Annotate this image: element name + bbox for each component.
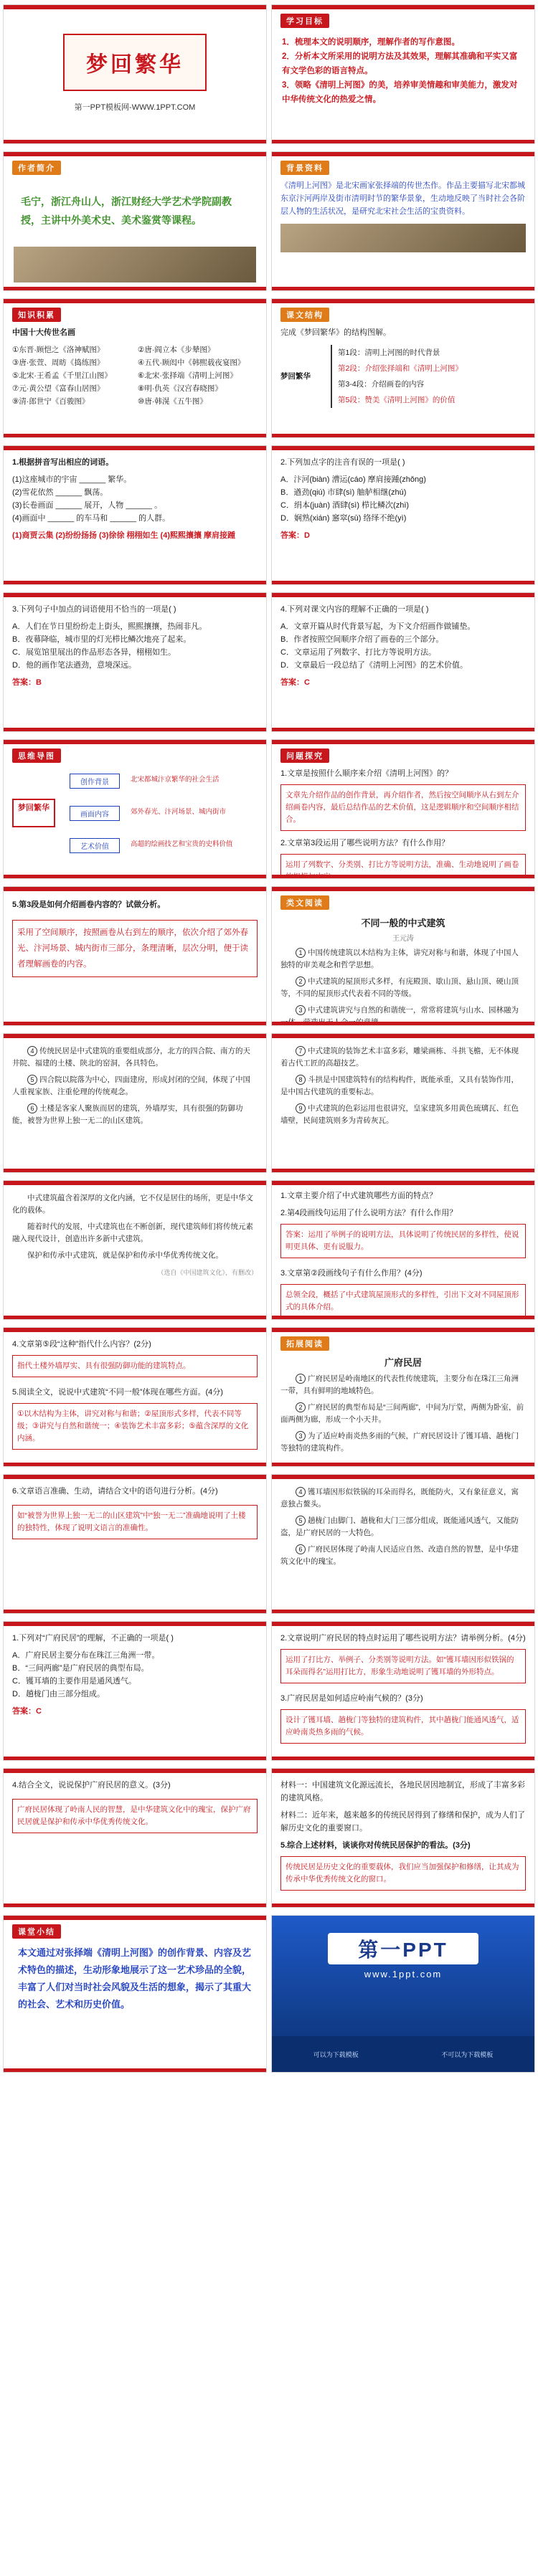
slide-top-bar: [272, 887, 534, 891]
structure-heading: 完成《梦回繁华》的结构图解。: [280, 328, 391, 337]
structure-branch: 第3-4段：介绍画卷的内容: [338, 380, 425, 389]
paragraph: 3 为了适应岭南炎热多雨的气候，广府民居设计了镬耳墙、趟栊门等独特的建筑构件。: [280, 1432, 519, 1453]
list-item: ②唐·阎立本《步辇图》: [138, 346, 215, 354]
slide-extended-1: [271, 1327, 535, 1467]
row-14: [0, 1911, 538, 2076]
slide-summary: [3, 1915, 267, 2073]
question-line: (1)这座城市的宇宙 ______ 繁华。: [12, 475, 132, 484]
slide-top-bar: [4, 1622, 266, 1626]
section-tag: 课堂小结: [12, 1924, 61, 1939]
row-1: [0, 0, 538, 147]
question: 2.文章第3段运用了哪些说明方法？有什么作用？: [280, 839, 450, 847]
slide-exercise-2: [271, 445, 535, 585]
goal-item: 3．领略《清明上河图》的美，培养审美情趣和审美能力，激发对中华传统文化的热爱之情。: [282, 81, 518, 104]
answer-box: 如“被誉为世界上独一无二的山区建筑”中“独一无二”准确地说明了土楼的独特性，体现了说明文语言的准确性。: [12, 1505, 258, 1539]
goal-list: [272, 28, 534, 114]
paragraph: 6 土楼是客家人聚族而居的建筑，外墙厚实，具有很强的防御功能，被誉为世界上独一无二的山区建筑。: [12, 1104, 243, 1125]
section-tag: 知识积累: [12, 308, 61, 322]
slide-extended-qa-4: [271, 1768, 535, 1908]
paragraph: 7 中式建筑的装饰艺术丰富多彩，雕梁画栋、斗拱飞檐，无不体现着古代工匠的高超技艺。: [280, 1047, 519, 1068]
slide-reading-4: [3, 1180, 267, 1320]
slide-bottom-bar: [272, 1316, 534, 1319]
slide-reading-qa-1: [271, 1180, 535, 1320]
para-number-icon: 3: [296, 1005, 306, 1015]
section-tag: 课文结构: [280, 308, 329, 322]
slide-top-bar: [272, 152, 534, 156]
essay-author: 王元涛: [392, 935, 414, 943]
paragraph: 保护和传承中式建筑，就是保护和传承中华优秀传统文化。: [27, 1251, 223, 1260]
slide-top-bar: [272, 740, 534, 744]
slide-exercise-3: [3, 592, 267, 732]
section-tag: 背景资料: [280, 161, 329, 175]
slide-bottom-bar: [4, 1904, 266, 1907]
slide-top-bar: [4, 887, 266, 891]
slide-bottom-bar: [4, 1463, 266, 1466]
row-12: [0, 1617, 538, 1764]
slide-exercise-1: [3, 445, 267, 585]
option: B．“三间两廊”是广府民居的典型布局。: [12, 1664, 149, 1673]
mindmap-center: 梦回繁华: [12, 799, 55, 827]
question: 1.文章是按照什么顺序来介绍《清明上河图》的？: [280, 769, 453, 778]
answer-text: 答案：C: [280, 678, 310, 687]
list-item: ⑤北宋·王希孟《千里江山图》: [12, 371, 112, 380]
question: 3.广府民居是如何适应岭南气候的？(3分): [280, 1694, 423, 1703]
option: A．文章开篇从时代背景写起，为下文介绍画作做铺垫。: [280, 622, 476, 631]
slide-bottom-bar: [4, 1316, 266, 1319]
slide-bottom-bar: [272, 140, 534, 143]
slide-bottom-bar: [272, 1022, 534, 1025]
para-number-icon: 5: [27, 1075, 37, 1085]
structure-root: 梦回繁华: [280, 372, 311, 381]
footer-note: 可以为下载模板: [313, 2050, 359, 2058]
author-intro: 毛宁，浙江舟山人，浙江财经大学艺术学院副教授，主讲中外美术史、美术鉴赏等课程。: [21, 196, 232, 226]
slide-bottom-bar: [4, 581, 266, 584]
slide-bottom-bar: [4, 287, 266, 290]
slide-bottom-bar: [272, 581, 534, 584]
slide-author: [3, 151, 267, 291]
list-item: ⑦元·黄公望《富春山居图》: [12, 384, 105, 393]
question-line: (4)画面中 ______ 的车马和 ______ 的人群。: [12, 514, 171, 523]
paragraph: 8 斗拱是中国建筑特有的结构构件，既能承重，又具有装饰作用，是中国古代建筑的重要标志。: [280, 1075, 519, 1096]
slide-background: [271, 151, 535, 291]
para-number-icon: 6: [27, 1103, 37, 1113]
slide-bottom-bar: [272, 875, 534, 878]
row-4: [0, 441, 538, 588]
slide-top-bar: [4, 1769, 266, 1773]
section-tag: 思维导图: [12, 748, 61, 763]
option: D．他的画作笔法遒劲，意境深远。: [12, 661, 136, 670]
question: 6.文章语言准确、生动，请结合文中的语句进行分析。(4分): [12, 1487, 218, 1496]
slide-bottom-bar: [272, 1463, 534, 1466]
slide-bottom-bar: [4, 1169, 266, 1172]
list-item: ⑨清·郎世宁《百骏图》: [12, 397, 90, 406]
mindmap-node: 创作背景: [70, 774, 120, 789]
answer-box: 广府民居体现了岭南人民的智慧，是中华建筑文化中的瑰宝，保护广府民居就是保护和传承中华优秀传统文化。: [12, 1799, 258, 1833]
slide-extended-qa-2: [271, 1621, 535, 1761]
para-number-icon: 6: [296, 1544, 306, 1554]
slide-top-bar: [272, 299, 534, 303]
row-8: [0, 1029, 538, 1176]
answer-text: 答案：B: [12, 678, 42, 687]
row-3: [0, 294, 538, 441]
paragraph: 1 广府民居是岭南地区的代表性传统建筑，主要分布在珠江三角洲一带，具有鲜明的地域特色。: [280, 1374, 519, 1395]
paragraph: 4 镬耳墙因形似铁锅的耳朵而得名，既能防火，又有象征意义，寓意独占鳌头。: [280, 1488, 519, 1508]
brand-footer: [272, 2036, 534, 2072]
question-line: (2)雪花依然 ______ 飘荡。: [12, 488, 108, 497]
answer-text: 答案：C: [12, 1707, 42, 1716]
option-list: [4, 616, 266, 672]
slide-top-bar: [4, 593, 266, 597]
option: D．娴熟(xián) 窸窣(sū) 络绎不绝(yì): [280, 514, 407, 523]
material-text: 材料二：近年来，越来越多的传统民居得到了修缮和保护，成为人们了解历史文化的重要窗口。: [280, 1811, 525, 1833]
answer-box: 总领全段，概括了中式建筑屋顶形式的多样性，引出下文对不同屋顶形式的具体介绍。: [280, 1284, 526, 1318]
answer-box: 运用了列数字、分类别、打比方等说明方法，准确、生动地说明了画卷: [280, 854, 526, 879]
paragraph: 6 广府民居体现了岭南人民适应自然、改造自然的智慧，是中华建筑文化中的瑰宝。: [280, 1545, 519, 1566]
question: 1.文章主要介绍了中式建筑哪些方面的特点？: [280, 1192, 438, 1200]
slide-cover: [3, 4, 267, 144]
slide-extended-2: [271, 1474, 535, 1614]
slide-reading-3: [271, 1033, 535, 1173]
list-item: ①东晋·顾恺之《洛神赋图》: [12, 346, 105, 354]
slide-top-bar: [4, 1328, 266, 1332]
slide-bottom-bar: [272, 1757, 534, 1760]
answer-box: 运用了打比方、举例子、分类别等说明方法。如“镬耳墙因形似铁锅的耳朵而得名”运用打比方，形象生动地说明了镬耳墙的外形特点。: [280, 1649, 526, 1683]
essay-title: 不同一般的中式建筑: [361, 918, 445, 928]
option: B．遒劲(qiú) 市肆(sì) 舳舻相继(zhú): [280, 488, 407, 497]
landscape-image: [14, 247, 256, 282]
slide-top-bar: [4, 1475, 266, 1479]
section-tag: 作者简介: [12, 161, 61, 175]
goal-item: 2．分析本文所采用的说明方法及其效果，理解其准确和平实又富有文学色彩的语言特点。: [282, 52, 518, 75]
option: A．人们在节日里纷纷走上街头，熙熙攘攘，热闹非凡。: [12, 622, 207, 631]
question: 2.第4段画线句运用了什么说明方法？有什么作用？: [280, 1209, 458, 1217]
option: C．镬耳墙的主要作用是通风透气。: [12, 1677, 136, 1686]
goal-item: 1．梳理本文的说明顺序，理解作者的写作意图。: [282, 38, 460, 47]
option: C．展览馆里展出的作品形态各异，栩栩如生。: [12, 648, 176, 657]
list-item: ⑥北宋·张择端《清明上河图》: [138, 371, 237, 380]
para-number-icon: 9: [296, 1103, 306, 1113]
slide-inquiry: [271, 739, 535, 879]
slide-top-bar: [272, 593, 534, 597]
row-7: [0, 882, 538, 1029]
option-list: [272, 616, 534, 672]
paragraph: 9 中式建筑的色彩运用也很讲究，皇家建筑多用黄色琉璃瓦、红色墙壁，民间建筑则多为青砖灰瓦。: [280, 1104, 519, 1125]
para-number-icon: 7: [296, 1046, 306, 1056]
essay-title: 广府民居: [384, 1357, 422, 1368]
para-number-icon: 4: [27, 1046, 37, 1056]
question: 4.文章第⑤段“这种”指代什么内容？(2分): [12, 1340, 151, 1349]
slide-bottom-bar: [4, 875, 266, 878]
para-number-icon: 2: [296, 1402, 306, 1412]
slide-top-bar: [272, 1769, 534, 1773]
paragraph: 随着时代的发展，中式建筑也在不断创新，现代建筑师们将传统元素融入现代设计，创造出许多新中式建筑。: [12, 1222, 253, 1243]
slide-reading-qa-3: [3, 1474, 267, 1614]
para-number-icon: 4: [296, 1487, 306, 1497]
section-tag: 问题探究: [280, 748, 329, 763]
brand-url[interactable]: www.1ppt.com: [364, 1969, 443, 1979]
question: 2.文章说明广府民居的特点时运用了哪些说明方法？请举例分析。(4分): [280, 1634, 526, 1643]
slide-bottom-bar: [4, 140, 266, 143]
option: A．汴河(biàn) 漕运(cáo) 摩肩接踵(zhǒng): [280, 475, 426, 484]
option: C．绢本(juàn) 酒肆(sì) 栉比鳞次(zhì): [280, 501, 410, 510]
knowledge-list: [4, 339, 266, 412]
row-2: [0, 147, 538, 294]
slide-top-bar: [272, 1622, 534, 1626]
structure-branches: [331, 345, 463, 408]
paragraph: 3 中式建筑讲究与自然的和谐统一，常常将建筑与山水、园林融为: [272, 1000, 534, 1026]
question: 4.下列对课文内容的理解不正确的一项是( ): [280, 605, 429, 614]
mindmap-node: 艺术价值: [70, 838, 120, 853]
paragraph: 5 趟栊门由脚门、趟栊和大门三部分组成，既能通风透气，又能防盗，是广府民居的一大特色。: [280, 1516, 519, 1537]
mindmap-node: 画面内容: [70, 806, 120, 821]
option: D．趟栊门由三部分组成。: [12, 1690, 105, 1698]
option: C．文章运用了列数字、打比方等说明方法。: [280, 648, 436, 657]
source-note: （选自《中国建筑文化》，有删改）: [157, 1269, 258, 1276]
question: 1.根据拼音写出相应的词语。: [12, 458, 114, 467]
option: B．作者按照空间顺序介绍了画卷的三个部分。: [280, 635, 444, 644]
cover-subtitle: 第一PPT模板网-WWW.1PPT.COM: [74, 103, 196, 112]
para-number-icon: 1: [296, 1374, 306, 1384]
answer-text: (1)商贾云集 (2)纷纷扬扬 (3)徐徐 栩栩如生 (4)熙熙攘攘 摩肩接踵: [12, 531, 236, 540]
slide-top-bar: [272, 1034, 534, 1038]
answer-box: 答案：运用了举例子的说明方法，具体说明了传统民居的多样性，使说明更具体、更有说服力。: [280, 1224, 526, 1258]
brand-logo: [328, 1933, 478, 1964]
row-13: [0, 1764, 538, 1911]
brand-name: 第一PPT: [358, 1939, 448, 1961]
question: 4.结合全文，说说保护广府民居的意义。(3分): [12, 1781, 171, 1790]
slide-bottom-bar: [4, 1610, 266, 1613]
slide-top-bar: [4, 1916, 266, 1920]
slide-extended-qa-1: [3, 1621, 267, 1761]
row-6: [0, 735, 538, 882]
para-number-icon: 3: [296, 1431, 306, 1441]
mindmap-leaf: 高超的绘画技艺和宝贵的史料价值: [131, 840, 233, 848]
slide-bottom-bar: [4, 1022, 266, 1025]
footer-note: 不可以为下载模板: [441, 2050, 494, 2058]
slide-reading-1: [271, 886, 535, 1026]
list-item: ⑩唐·韩滉《五牛图》: [138, 397, 207, 406]
paragraph: 5 四合院以院落为中心，四面建房，形成封闭的空间，体现了中国人重视家族、注重伦理的传统观念。: [12, 1075, 250, 1096]
answer-box: ①以木结构为主体，讲究对称与和谐；②屋顶形式多样，代表不同等级；③讲究与自然和谐统一；④装饰艺术丰富多彩；⑤蕴含深厚的文化内涵。: [12, 1403, 258, 1450]
material-text: 材料一：中国建筑文化源远流长，各地民居因地制宜，形成了丰富多彩的建筑风格。: [280, 1781, 525, 1802]
structure-diagram: [272, 339, 534, 414]
question: 3.文章第②段画线句子有什么作用？(4分): [280, 1269, 423, 1278]
slide-bottom-bar: [272, 434, 534, 437]
structure-branch: 第5段：赞美《清明上河图》的价值: [338, 396, 456, 404]
slide-mindmap: [3, 739, 267, 879]
row-9: [0, 1176, 538, 1323]
slide-goals: [271, 4, 535, 144]
option: B．夜幕降临，城市里的灯光栉比鳞次地亮了起来。: [12, 635, 192, 644]
list-item: ③唐·张萱、周昉《捣练图》: [12, 358, 105, 367]
slide-exercise-4: [271, 592, 535, 732]
slide-top-bar: [4, 299, 266, 303]
slide-bottom-bar: [4, 728, 266, 731]
slide-knowledge: [3, 298, 267, 438]
para-number-icon: 2: [296, 976, 306, 987]
question-line: (3)长卷画面 ______ 展开，人物 ______ 。: [12, 501, 163, 510]
row-11: [0, 1470, 538, 1617]
knowledge-heading: 中国十大传世名画: [12, 328, 75, 337]
slide-bottom-bar: [4, 434, 266, 437]
slide-bottom-bar: [4, 2068, 266, 2072]
answer-box: 文章先介绍作品的创作背景，再介绍作者，然后按空间顺序从右到左介绍画卷内容，最后总结作品的艺术价值，这是逻辑顺序和空间顺序相结合。: [280, 784, 526, 831]
slide-bottom-bar: [272, 728, 534, 731]
paragraph: 4 传统民居是中式建筑的重要组成部分，北方的四合院、南方的天井院、福建的土楼、陕北的窑洞，各具特色。: [12, 1047, 250, 1068]
slide-top-bar: [272, 1328, 534, 1332]
slide-extended-qa-3: [3, 1768, 267, 1908]
question: 1.下列对“广府民居”的理解，不正确的一项是( ): [12, 1634, 174, 1643]
slide-brand: [271, 1915, 535, 2073]
question: 3.下列句子中加点的词语使用不恰当的一项是( ): [12, 605, 176, 614]
answer-box: 传统民居是历史文化的重要载体，我们应当加强保护和修缮，让其成为传承中华优秀传统文化的窗口。: [280, 1856, 526, 1891]
paragraph: 1 中国传统建筑以木结构为主体，讲究对称与和谐，体现了中国人独特的审美观念和哲学思想。: [280, 949, 519, 969]
question-lines: [4, 469, 266, 525]
slide-bottom-bar: [272, 1610, 534, 1613]
question: 5.阅读全文，说说中式建筑“不同一般”体现在哪些方面。(4分): [12, 1388, 223, 1397]
answer-text: 答案：D: [280, 531, 310, 540]
question: 5.综合上述材料，谈谈你对传统民居保护的看法。(3分): [280, 1841, 471, 1850]
slide-top-bar: [4, 152, 266, 156]
slide-structure: [271, 298, 535, 438]
option-list: [272, 469, 534, 525]
slide-top-bar: [4, 5, 266, 9]
section-tag: 学习目标: [280, 14, 329, 28]
option: D．文章最后一段总结了《清明上河图》的艺术价值。: [280, 661, 468, 670]
row-10: [0, 1323, 538, 1470]
question: 5.第3段是如何介绍画卷内容的？试做分析。: [12, 900, 166, 909]
title-box: [63, 34, 207, 91]
section-tag: 拓展阅读: [280, 1336, 329, 1351]
answer-box: 设计了镬耳墙、趟栊门等独特的建筑构件，其中趟栊门能通风透气，适应岭南炎热多雨的气候。: [280, 1709, 526, 1744]
question: 2.下列加点字的注音有误的一项是( ): [280, 458, 405, 467]
structure-branch: 第2段：介绍张择端和《清明上河图》: [338, 364, 463, 373]
background-text: 《清明上河图》是北宋画家张择端的传世杰作。作品主要描写北宋都城东京汴河两岸及街市清明时节的繁华景象，生动地反映了当时社会各阶层人物的生活状况，是研究北宋社会生活的宝贵资料。: [280, 181, 525, 216]
section-tag: 类文阅读: [280, 895, 329, 910]
mindmap-leaf: 郊外春光、汴河场景、城内街市: [131, 808, 227, 816]
paragraph: 中式建筑蕴含着深厚的文化内涵，它不仅是居住的场所，更是中华文化的载体。: [12, 1194, 253, 1215]
paragraph: 2 广府民居的典型布局是“三间两廊”，中间为厅堂，两侧为卧室，前面两侧为廊，形成一个小天井。: [280, 1403, 524, 1424]
slide-top-bar: [272, 5, 534, 9]
slide-bottom-bar: [272, 287, 534, 290]
option-list: [4, 1645, 266, 1701]
para-number-icon: 8: [296, 1075, 306, 1085]
slide-bottom-bar: [4, 1757, 266, 1760]
answer-box: 指代土楼外墙厚实、具有很强防御功能的建筑特点。: [12, 1355, 258, 1377]
structure-branch: 第1段：清明上河图的时代背景: [338, 348, 440, 357]
slide-bottom-bar: [272, 1904, 534, 1907]
slide-top-bar: [4, 740, 266, 744]
slide-top-bar: [4, 446, 266, 450]
slide-reading-2: [3, 1033, 267, 1173]
slide-top-bar: [272, 1181, 534, 1185]
answer-box: 采用了空间顺序，按照画卷从右到左的顺序，依次介绍了郊外春光、汴河场景、城内街市三部分，条理清晰，层次分明，便于读者理解画卷的内容。: [12, 920, 258, 977]
slide-top-bar: [4, 1181, 266, 1185]
slide-top-bar: [4, 1034, 266, 1038]
slide-top-bar: [272, 1475, 534, 1479]
row-5: [0, 588, 538, 735]
slide-bottom-bar: [272, 1169, 534, 1172]
list-item: ⑧明·仇英《汉宫春晓图》: [138, 384, 222, 393]
slide-analysis: [3, 886, 267, 1026]
para-number-icon: 1: [296, 948, 306, 958]
slide-top-bar: [272, 446, 534, 450]
list-item: ④五代·顾闳中《韩熙载夜宴图》: [138, 358, 245, 367]
mindmap: [12, 770, 258, 856]
summary-text: 本文通过对张择端《清明上河图》的创作背景、内容及艺术特色的描述，生动形象地展示了这一艺术珍品的全貌，丰富了人们对当时社会风貌及生活的想象，揭示了其重大的社会、艺术和历史价值。: [18, 1947, 252, 2010]
mindmap-leaf: 北宋都城汴京繁华的社会生活: [131, 776, 220, 784]
slide-reading-qa-2: [3, 1327, 267, 1467]
paragraph: 2 中式建筑的屋顶形式多样，有庑殿顶、歇山顶、悬山顶、硬山顶等，不同的屋顶形式代表着不同的等级。: [280, 977, 519, 998]
painting-image: [280, 224, 526, 252]
para-number-icon: 5: [296, 1516, 306, 1526]
page-title: 梦回繁华: [86, 53, 184, 77]
option: A．广府民居主要分布在珠江三角洲一带。: [12, 1651, 160, 1660]
